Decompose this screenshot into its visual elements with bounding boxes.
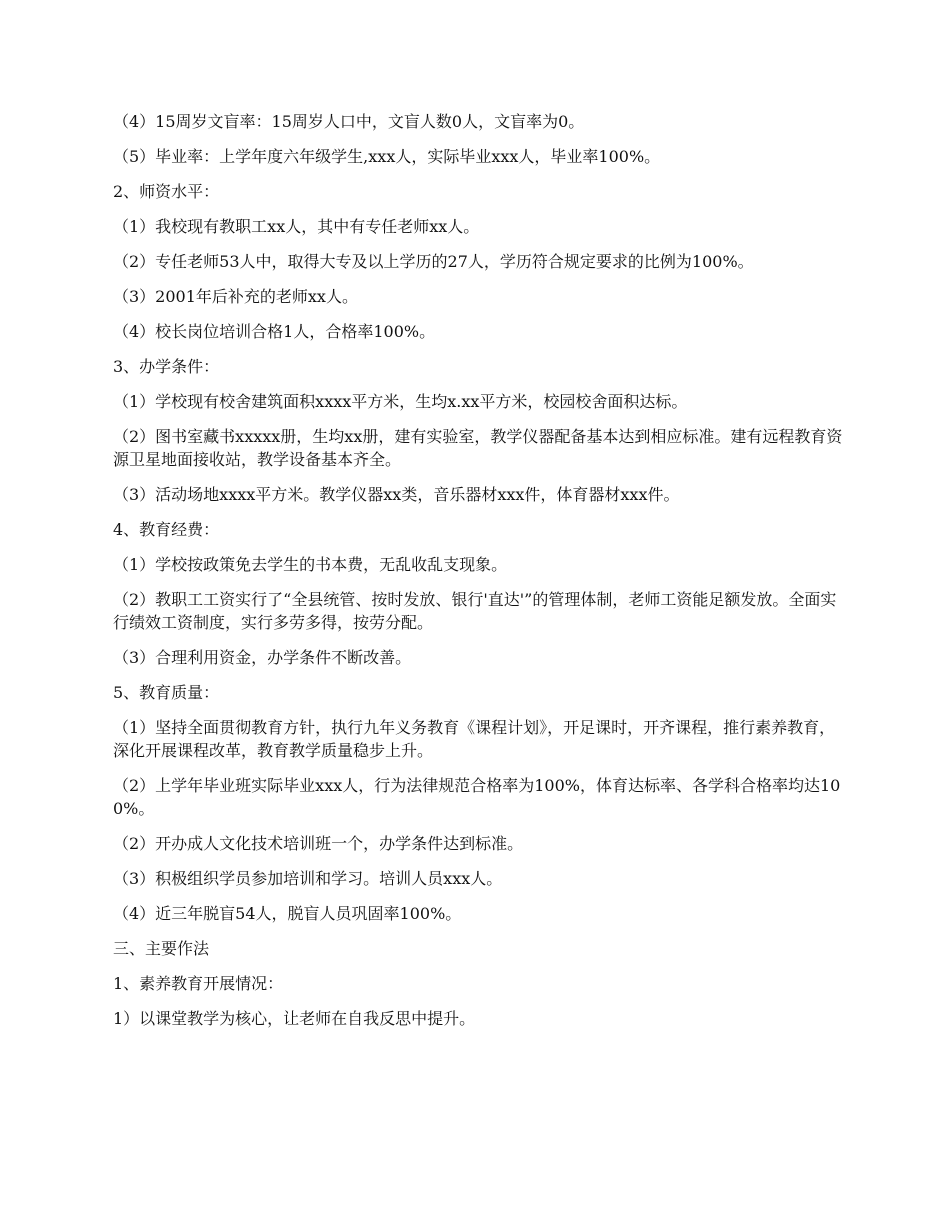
section-heading: 4、教育经费： xyxy=(113,520,220,539)
paragraph: （2）上学年毕业班实际毕业xxx人，行为法律规范合格率为100%，体育达标率、各学科合格率均达100%。 xyxy=(113,776,841,818)
paragraph: （2）开办成人文化技术培训班一个，办学条件达到标准。 xyxy=(113,834,524,853)
paragraph: （4）校长岗位培训合格1人，合格率100%。 xyxy=(113,322,436,341)
document-body xyxy=(113,110,843,1042)
paragraph: （3）合理利用资金，办学条件不断改善。 xyxy=(113,648,412,667)
paragraph: （1）我校现有教职工xx人，其中有专任老师xx人。 xyxy=(113,217,480,236)
paragraph: （2）教职工工资实行了“全县统管、按时发放、银行'直达'”的管理体制，老师工资能足额发放。全面实行绩效工资制度，实行多劳多得，按劳分配。 xyxy=(113,590,837,632)
paragraph: （1）坚持全面贯彻教育方针，执行九年义务教育《课程计划》，开足课时，开齐课程，推行素养教育，深化开展课程改革，教育教学质量稳步上升。 xyxy=(113,718,836,760)
paragraph: （3）积极组织学员参加培训和学习。培训人员xxx人。 xyxy=(113,869,503,888)
paragraph: （1）学校现有校舍建筑面积xxxx平方米，生均x.xx平方米，校园校舍面积达标。 xyxy=(113,392,688,411)
section-heading: 5、教育质量： xyxy=(113,683,220,702)
paragraph: （3）2001年后补充的老师xx人。 xyxy=(113,287,358,306)
paragraph: （5）毕业率：上学年度六年级学生,xxx人，实际毕业xxx人，毕业率100%。 xyxy=(113,147,661,166)
paragraph: （1）学校按政策免去学生的书本费，无乱收乱支现象。 xyxy=(113,555,508,574)
paragraph: （4）近三年脱盲54人，脱盲人员巩固率100%。 xyxy=(113,904,462,923)
chapter-heading: 三、主要作法 xyxy=(113,939,210,958)
paragraph: （2）专任老师53人中，取得大专及以上学历的27人，学历符合规定要求的比例为100%。 xyxy=(113,252,754,271)
paragraph: 1）以课堂教学为核心，让老师在自我反思中提升。 xyxy=(113,1009,476,1028)
paragraph: （4）15周岁文盲率：15周岁人口中，文盲人数0人，文盲率为0。 xyxy=(113,112,585,131)
section-heading: 3、办学条件： xyxy=(113,357,220,376)
paragraph: （2）图书室藏书xxxxx册，生均xx册，建有实验室，教学仪器配备基本达到相应标准。建有远程教育资源卫星地面接收站，教学设备基本齐全。 xyxy=(113,427,843,469)
section-heading: 2、师资水平： xyxy=(113,182,220,201)
paragraph: （3）活动场地xxxx平方米。教学仪器xx类，音乐器材xxx件，体育器材xxx件。 xyxy=(113,485,680,504)
section-heading: 1、素养教育开展情况： xyxy=(113,974,284,993)
